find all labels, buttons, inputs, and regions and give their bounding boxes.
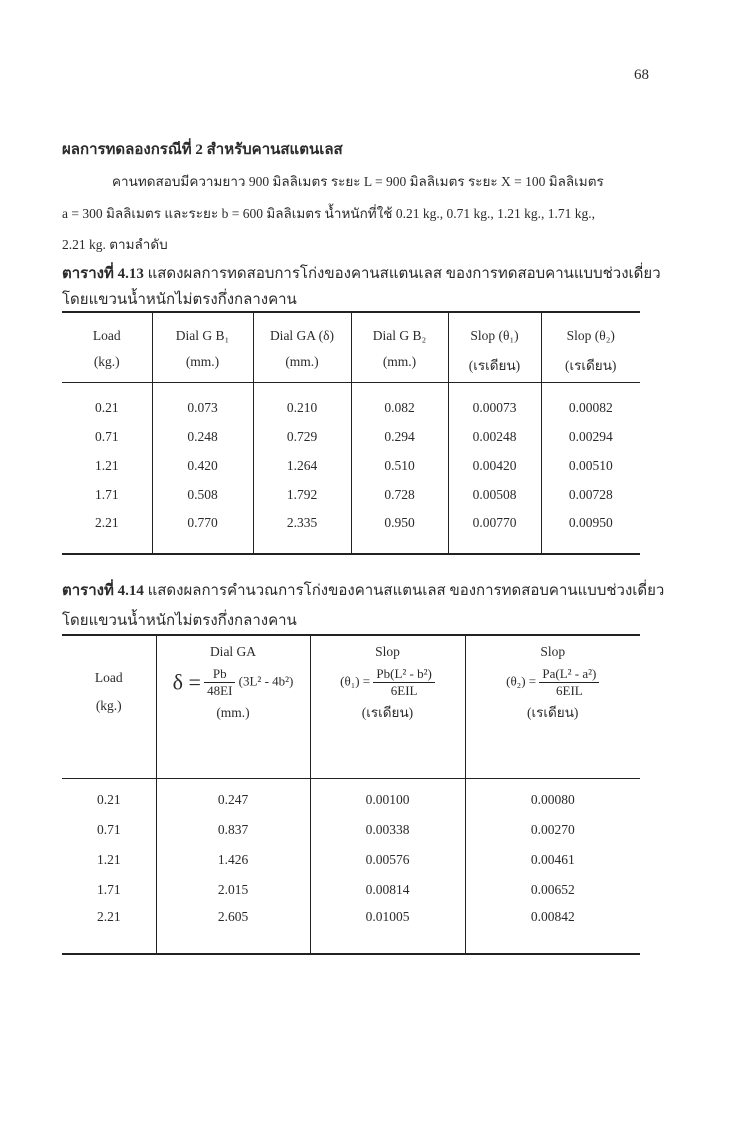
table-cell: 0.729 — [253, 422, 351, 451]
table-row — [62, 875, 640, 905]
table1-header-cell: Slop (θ₂) — [541, 312, 640, 354]
table-cell: 0.248 — [152, 422, 253, 451]
table-cell: 0.508 — [152, 480, 253, 509]
table-cell: 0.00100 — [310, 779, 465, 816]
paragraph-line-2: a = 300 มิลลิเมตร และระยะ b = 600 มิลลิเมตร น้ำหนักที่ใช้ 0.21 kg., 0.71 kg., 1.21 kg., 1.71 kg., — [62, 206, 595, 221]
paragraph-line-1: คานทดสอบมีความยาว 900 มิลลิเมตร ระยะ L = 900 มิลลิเมตร ระยะ X = 100 มิลลิเมตร — [112, 174, 604, 189]
table-cell: 0.71 — [62, 422, 152, 451]
table-cell: 0.420 — [152, 451, 253, 480]
page-number: 68 — [634, 67, 649, 83]
table1-unit-cell: (เรเดียน) — [541, 354, 640, 383]
table1-header-cell: Dial GA (δ) — [253, 312, 351, 354]
table-cell: 0.21 — [62, 779, 156, 816]
table-4-14 — [62, 634, 640, 955]
table-cell: 0.00814 — [310, 875, 465, 905]
table1-header-row — [62, 312, 640, 354]
table-cell: 0.00082 — [568, 399, 613, 415]
table-row — [62, 509, 640, 554]
table-cell: 0.00576 — [310, 845, 465, 875]
table-cell: 0.00652 — [530, 882, 575, 897]
paragraph-line-3: 2.21 kg. ตามลำดับ — [62, 237, 168, 252]
table-cell: 0.00420 — [448, 451, 541, 480]
table-cell: 0.082 — [351, 383, 448, 423]
table-row — [62, 422, 640, 451]
table-cell: 0.00294 — [568, 428, 613, 444]
table-row — [62, 815, 640, 845]
table-cell: 1.71 — [62, 480, 152, 509]
table-cell: 0.01005 — [310, 905, 465, 954]
table-cell: 1.21 — [62, 845, 156, 875]
table-cell: 1.264 — [253, 451, 351, 480]
table-cell: 0.294 — [351, 422, 448, 451]
slop2-formula — [466, 666, 641, 699]
slop2-numerator: Pa(L² - a²) — [539, 666, 599, 683]
table-cell: 0.00461 — [530, 852, 575, 867]
table-cell: 0.00770 — [448, 509, 541, 554]
table-cell: 0.00728 — [568, 486, 613, 502]
table-cell: 2.015 — [156, 875, 310, 905]
table-cell: 2.21 — [62, 509, 152, 554]
table-cell: 0.00270 — [530, 822, 575, 837]
table1-caption-line2: โดยแขวนน้ำหนักไม่ตรงกึ่งกลางคาน — [62, 292, 297, 308]
table2-caption-text: แสดงผลการคำนวณการโก่งของคานสแตนเลส ของการทดสอบคานแบบช่วงเดี่ยว — [143, 583, 665, 599]
table-cell: 2.335 — [253, 509, 351, 554]
table-row — [62, 383, 640, 423]
table-cell: 0.00073 — [448, 383, 541, 423]
table2-header-dial — [156, 635, 310, 779]
dial-unit: (mm.) — [216, 705, 250, 720]
table-cell: 0.770 — [152, 509, 253, 554]
dial-lhs: δ = — [172, 669, 201, 695]
table2-caption-line2: โดยแขวนน้ำหนักไม่ตรงกึ่งกลางคาน — [62, 613, 297, 629]
table2-header-row — [62, 635, 640, 779]
table-cell: 0.00248 — [448, 422, 541, 451]
table1-unit-cell: (mm.) — [253, 354, 351, 383]
table-cell: 0.00080 — [530, 792, 575, 807]
section-heading: ผลการทดลองกรณีที่ 2 สำหรับคานสแตนเลส — [62, 142, 343, 158]
table1-unit-cell: (mm.) — [152, 354, 253, 383]
table-cell: 0.00508 — [448, 480, 541, 509]
dial-numerator: Pb — [204, 666, 235, 683]
table-cell: 0.00950 — [541, 509, 640, 554]
dial-formula — [157, 666, 310, 699]
table2-header-slop2 — [465, 635, 640, 779]
slop1-numerator: Pb(L² - b²) — [373, 666, 434, 683]
table-cell: 0.837 — [156, 815, 310, 845]
table1-header-cell: Dial G B₁ — [152, 312, 253, 354]
table-row — [62, 905, 640, 954]
slop2-lhs: (θ₂) = — [506, 673, 537, 689]
slop2-denominator: 6EIL — [556, 683, 583, 698]
table-row — [62, 845, 640, 875]
slop1-title: Slop — [375, 644, 400, 659]
table-cell: 0.21 — [62, 383, 152, 423]
table-row — [62, 779, 640, 816]
table1-unit-row — [62, 354, 640, 383]
table-cell: 0.950 — [351, 509, 448, 554]
dial-denominator: 48EI — [207, 683, 233, 698]
table-cell: 1.71 — [62, 875, 156, 905]
table1-unit-cell: (mm.) — [351, 354, 448, 383]
table-cell: 0.728 — [351, 480, 448, 509]
load-label: Load — [94, 670, 123, 685]
table2-caption — [62, 578, 664, 602]
table1-caption-text: แสดงผลการทดสอบการโก่งของคานสแตนเลส ของการทดสอบคานแบบช่วงเดี่ยว — [143, 266, 661, 282]
table-cell: 0.71 — [62, 815, 156, 845]
slop1-fraction — [373, 666, 434, 699]
table-cell: 2.21 — [62, 905, 156, 954]
table-4-13 — [62, 311, 640, 555]
table1-caption — [62, 261, 661, 285]
table1-header-cell: Slop (θ₁) — [448, 312, 541, 354]
slop1-formula — [311, 666, 465, 699]
slop2-fraction — [539, 666, 599, 699]
slop1-denominator: 6EIL — [390, 683, 418, 698]
table-row — [62, 451, 640, 480]
table2-header-slop1 — [310, 635, 465, 779]
slop1-lhs: (θ₁) = — [340, 673, 371, 689]
table2-header-load — [62, 635, 156, 779]
table1-header-cell: Dial G B₂ — [351, 312, 448, 354]
dial-factor: (3L² - 4b²) — [238, 673, 294, 689]
table-cell: 0.510 — [351, 451, 448, 480]
dial-title: Dial GA — [209, 644, 257, 659]
table-cell: 0.247 — [156, 779, 310, 816]
table-cell: 0.210 — [253, 383, 351, 423]
table1-header-cell: Load — [62, 312, 152, 354]
table-cell: 0.073 — [152, 383, 253, 423]
table-cell: 0.00510 — [568, 457, 613, 473]
table-cell: 2.605 — [156, 905, 310, 954]
slop2-unit: (เรเดียน) — [527, 705, 579, 720]
table-cell: 0.00842 — [465, 905, 640, 954]
slop2-title: Slop — [540, 644, 566, 659]
table2-caption-label: ตารางที่ 4.14 — [62, 583, 144, 599]
table1-caption-label: ตารางที่ 4.13 — [62, 266, 144, 282]
slop1-unit: (เรเดียน) — [361, 705, 414, 720]
table1-unit-cell: (kg.) — [62, 354, 152, 383]
table-cell: 1.792 — [253, 480, 351, 509]
table-cell: 1.426 — [156, 845, 310, 875]
table-cell: 1.21 — [62, 451, 152, 480]
load-unit: (kg.) — [95, 698, 122, 713]
table-row — [62, 480, 640, 509]
table1-unit-cell: (เรเดียน) — [448, 354, 541, 383]
dial-fraction — [204, 666, 235, 699]
table-cell: 0.00338 — [310, 815, 465, 845]
